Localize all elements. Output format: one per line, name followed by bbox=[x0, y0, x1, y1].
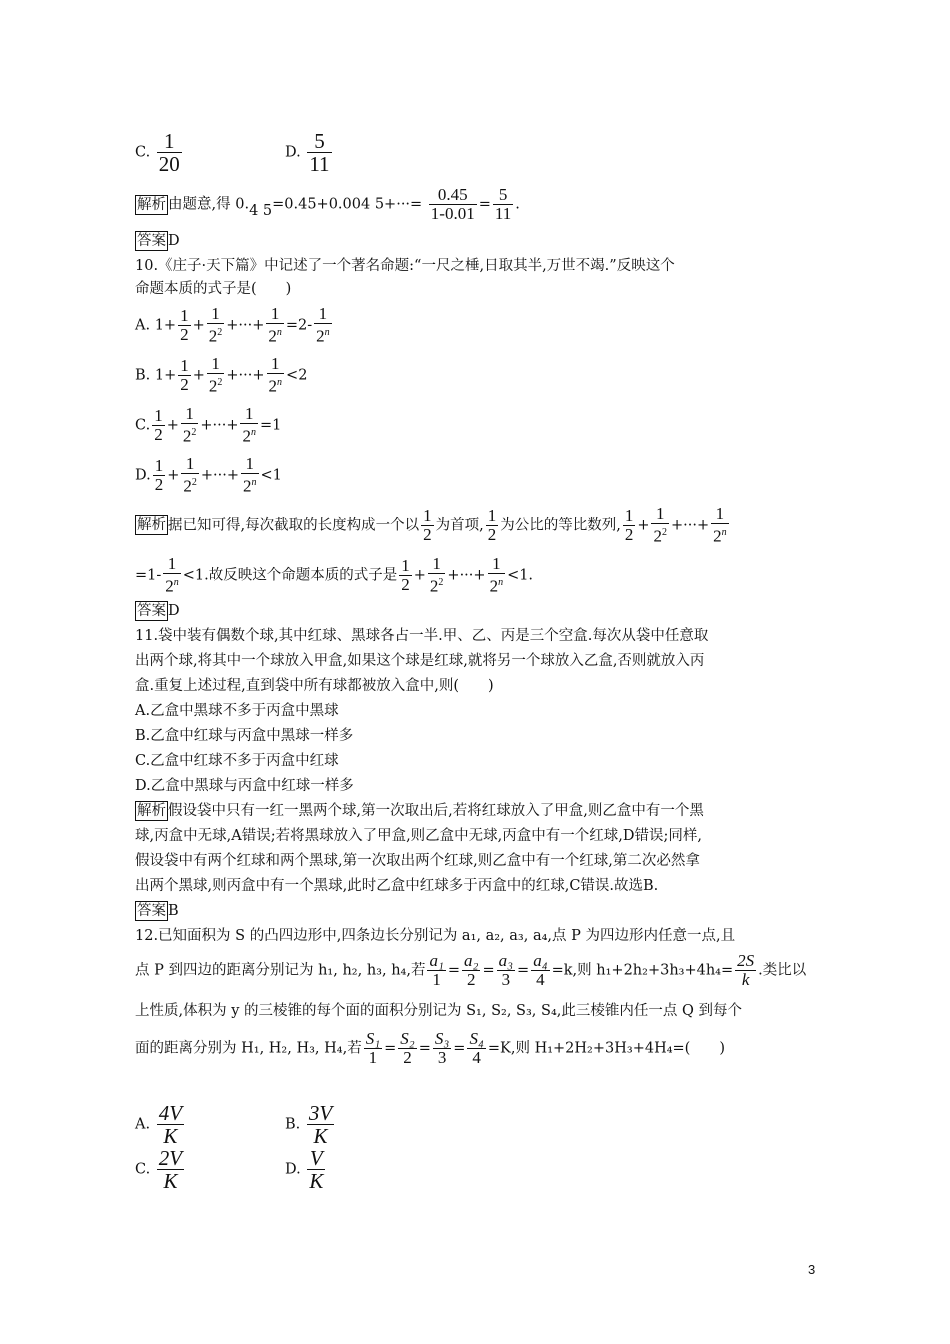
q11-option-d: D.乙盒中黑球与丙盒中红球一样多 bbox=[135, 778, 354, 794]
q10-analysis-line-2: =1- $\frac{1}{2^n}$ <1.故反映这个命题本质的式子是 $\frac{1}{2}$ + $\frac{1}{2^2}$ +···+ $\frac{1}{2^n}$ <1. bbox=[135, 554, 534, 596]
q12-option-c: C. $\frac{2V}{K}$ bbox=[135, 1146, 183, 1193]
q12-stem-line-3: 上性质,体积为 y 的三棱锥的每个面的面积分别记为 S₁, S₂, S₃, S₄,此三棱锥内任一点 Q 到每个 bbox=[135, 1003, 742, 1019]
q9-option-c: C. $\frac{1}{20}$ bbox=[135, 129, 180, 176]
analysis-tag: 解析 bbox=[137, 196, 166, 213]
answer-tag: 答案 bbox=[137, 603, 166, 619]
q10-stem-line-1: 10.《庄子·天下篇》中记述了一个著名命题:“一尺之棰,日取其半,万世不竭.”反映这个 bbox=[135, 258, 675, 274]
q11-option-b: B.乙盒中红球与丙盒中黑球一样多 bbox=[135, 728, 354, 744]
q11-analysis-line-2: 球,丙盒中无球,A错误;若将黑球放入了甲盒,则乙盒中无球,丙盒中有一个红球,D错误;同样, bbox=[135, 828, 703, 844]
q11-option-c: C.乙盒中红球不多于丙盒中红球 bbox=[135, 753, 339, 769]
q12-stem-line-1: 12.已知面积为 S 的凸四边形中,四条边长分别记为 a₁, a₂, a₃, a₄,点 P 为四边形内任意一点,且 bbox=[135, 928, 736, 944]
answer-tag: 答案 bbox=[137, 233, 166, 249]
q11-stem-line-2: 出两个球,将其中一个球放入甲盒,如果这个球是红球,就将另一个球放入乙盒,否则就放入丙 bbox=[135, 653, 705, 669]
q11-analysis-line-4: 出两个黑球,则丙盒中有一个黑球,此时乙盒中红球多于丙盒中的红球,C错误.故选B. bbox=[135, 878, 659, 894]
q10-option-a: A. 1+ $\frac{1}{2}$ + $\frac{1}{2^2}$ +···+ $\frac{1}{2^n}$ =2- $\frac{1}{2^n}$ bbox=[135, 304, 330, 346]
q11-analysis-line-1: 解析 假设袋中只有一红一黑两个球,第一次取出后,若将红球放入了甲盒,则乙盒中有一个黑 bbox=[137, 803, 704, 819]
q12-option-a: A. $\frac{4V}{K}$ bbox=[135, 1101, 183, 1148]
q10-analysis-line-1: 解析 据已知可得,每次截取的长度构成一个以 $\frac{1}{2}$ 为首项, $\frac{1}{2}$ 为公比的等比数列, $\frac{1}{2}$ + $\frac{1}{2^2}$ +···+ $\frac{1}{2^n}$ bbox=[137, 504, 727, 546]
q11-stem-line-3: 盒.重复上述过程,直到袋中所有球都被放入盒中,则( ) bbox=[135, 678, 494, 694]
q10-option-d: D. $\frac{1}{2}$ + $\frac{1}{2^2}$ +···+ $\frac{1}{2^n}$ <1 bbox=[135, 454, 282, 496]
q11-stem-line-1: 11.袋中装有偶数个球,其中红球、黑球各占一半.甲、乙、丙是三个空盒.每次从袋中任意取 bbox=[135, 628, 709, 644]
page-number: 3 bbox=[808, 1262, 816, 1277]
analysis-tag: 解析 bbox=[137, 517, 166, 534]
analysis-tag: 解析 bbox=[137, 803, 166, 819]
q9-option-d: D. $\frac{5}{11}$ bbox=[285, 129, 330, 176]
q11-analysis-line-3: 假设袋中有两个红球和两个黑球,第一次取出两个红球,则乙盒中有一个红球,第二次必然拿 bbox=[135, 853, 700, 869]
q12-option-d: D. $\frac{V}{K}$ bbox=[285, 1146, 324, 1193]
q12-stem-line-2: 点 P 到四边的距离分别记为 h₁, h₂, h₃, h₄,若 $\frac{\text{a₁}}{1}$ = $\frac{\text{a₂}}{2}$ = $\frac{\text{a₃}}{3}$ = $\frac{\text{a₄}}{4}$ =k,则 h₁+2h₂+3h₃+4h₄= $\frac{2S}{k}$ .类比以 bbox=[135, 951, 807, 989]
q9-analysis: 解析 由题意,得 0.4 5=0.45+0.004 5+···= $\frac{0.45}{1-0.01}$ = $\frac{5}{11}$ . bbox=[137, 185, 520, 223]
q11-option-a: A.乙盒中黑球不多于丙盒中黑球 bbox=[135, 703, 339, 719]
q10-option-c: C. $\frac{1}{2}$ + $\frac{1}{2^2}$ +···+ $\frac{1}{2^n}$ =1 bbox=[135, 404, 282, 446]
q10-stem-line-2: 命题本质的式子是( ) bbox=[135, 281, 292, 297]
q11-answer: 答案 B bbox=[137, 903, 179, 919]
q10-answer: 答案 D bbox=[137, 603, 180, 619]
q12-option-b: B. $\frac{3V}{K}$ bbox=[285, 1101, 333, 1148]
answer-tag: 答案 bbox=[137, 903, 166, 919]
q12-stem-line-4: 面的距离分别为 H₁, H₂, H₃, H₄,若 $\frac{\text{S₁}}{1}$ = $\frac{\text{S₂}}{2}$ = $\frac{\text{S₃}}{3}$ = $\frac{\text{S₄}}{4}$ =K,则 H₁+2H₂+3H₃+4H₄=( ) bbox=[135, 1029, 725, 1067]
q9-answer: 答案 D bbox=[137, 233, 180, 249]
q10-option-b: B. 1+ $\frac{1}{2}$ + $\frac{1}{2^2}$ +···+ $\frac{1}{2^n}$ <2 bbox=[135, 354, 308, 396]
